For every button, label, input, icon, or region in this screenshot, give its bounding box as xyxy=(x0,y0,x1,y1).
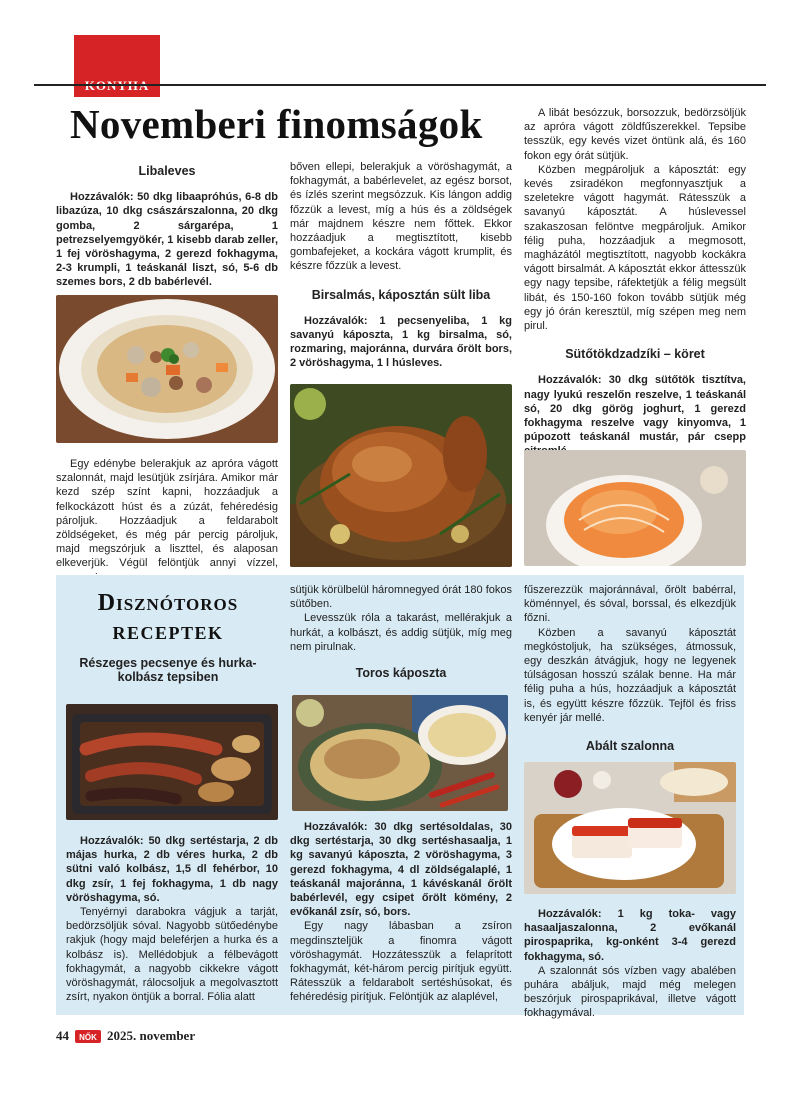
rubric-label xyxy=(74,78,160,94)
logo-text: NŐK xyxy=(79,1033,97,1042)
column-1-panel xyxy=(66,834,278,1004)
magazine-logo xyxy=(75,1028,101,1044)
photo-goose-soup xyxy=(56,295,278,443)
column-1-bottom xyxy=(56,457,278,585)
ingredients-toros: Hozzávalók: 30 dkg sertésoldalas, 30 dkg sertéstarja, 30 dkg sertéshasaalja, 1 kg savanyú káposzta, 2 vöröshagyma, 3 gerezd fokhagyma, 4 dl zöldségalaplé, 1 teáskanál majoránna, 1 kávéskanál őrölt babérlevél, egy csipet őrölt kömény, 2 evőkanál zsír, só, bors. xyxy=(290,821,512,919)
column-1-panel-title xyxy=(64,652,272,684)
panel-title-main: Disznótoros xyxy=(97,590,239,616)
libaleves-text-1: Egy edénybe belerakjuk az apróra vágott szalonnát, majd lesütjük zsírjára. Amikor már kezd szép színt kapni, hozzáadjuk a felkockázott húst és a zúzát, fehéredésig pároljuk. Hozzáadjuk a feldarabolt zöldségeket, és még pár percig pároljuk, majd megszórjuk a liszttel, és alaposan elkeverjük. Végül felöntjük annyi vízzel, xyxy=(56,458,278,570)
ingredients-libaleves: Hozzávalók: 50 dkg libaapróhús, 6-8 db libazúza, 10 dkg császárszalonna, 20 dkg gomba, 2 sárgarépa, 1 petrezselyemgyökér, 1 kisebb darab zeller, 1 fej vöröshagyma, 2 gerezd fokhagyma, 2-3 krumpli, 1 teáskanál liszt, só, 5-6 db szemes bors, 2 db babérlevél. xyxy=(56,191,278,289)
top-rule xyxy=(34,84,766,86)
toros-text-1: Egy nagy lábasban a zsíron megdinszteljük a finomra vágott vöröshagymát. Hozzátesszük a felaprított fokhagymát, két-három percig pirítjuk együtt. Rátesszük a feldarabolt sertéshúsokat, és fehéredésig pirítjuk. Felöntjük az alaplével, xyxy=(290,920,512,1004)
page-title: Novemberi finomságok xyxy=(70,101,483,147)
pecsenye-text-1: Tenyérnyi darabokra vágjuk a tarját, bedörzsöljük sóval. Nagyobb sütőedénybe rakjuk (hogy majd beleférjen a hurka és a kolbász is). Mellédobjuk a félbevágott fokhagymát, a nagyobb cikkekre vágott vöröshagymát, rálocsoljuk a megolvasztott zsírt, nyakon öntjük a borral. Fólia alatt xyxy=(66,906,278,1004)
recipe-title-liba: Birsalmás, káposztán sült liba xyxy=(311,287,491,302)
ingredients-szalonna: Hozzávalók: 1 kg toka- vagy hasaaljaszalonna, 2 evőkanál pirospaprika, kg-onként 3-4 gerezd fokhagyma, só. xyxy=(524,908,736,963)
recipe-title-szalonna: Abált szalonna xyxy=(585,739,675,754)
column-2-panel-bottom xyxy=(290,820,512,1005)
pecsenye-text-2: sütjük körülbelül háromnegyed órát 180 fokos sütőben. xyxy=(290,584,512,611)
ingredients-salad: Hozzávalók: 30 dkg sütőtök tisztítva, nagy lyukú reszelőn reszelve, 1 teáskanál só, 20 dkg görög joghurt, 1 gerezd fokhagyma reszelve vagy kinyomva, 1 púpozott teáskanál mustár, pár csepp xyxy=(524,374,746,444)
section-rubric xyxy=(74,35,160,97)
pecsenye-text-3: Levesszük róla a takarást, mellérakjuk a hurkát, a kolbászt, és addig sütjük, míg meg nem pirulnak. xyxy=(290,612,512,653)
issue-date: 2025. november xyxy=(107,1028,196,1043)
column-3-top xyxy=(524,106,746,459)
panel-title-sub: RECEPTEK xyxy=(112,623,224,643)
column-2-top xyxy=(290,160,512,371)
ingredients-liba: Hozzávalók: 1 pecsenyeliba, 1 kg savanyú káposzta, 1 kg birsalma, só, rozmaring, majoránna, durvára őrölt bors, 2 vöröshagyma, 1 l húsleves. xyxy=(290,314,512,370)
toros-text-2: fűszerezzük majoránnával, őrölt babérral, köménnyel, és sóval, borssal, és elkezdjük főzni. xyxy=(524,584,736,625)
toros-text-3: Közben a savanyú káposztát megkóstoljuk, ha szükséges, átmossuk, egy deszkán átvágjuk, hogy ne legyenek túlságosan hosszú szálak benne. Ha már félig puha a hús, hozzáadjuk a káposztát is, és együtt készre főzzük. Tejföl és friss kenyér jár mellé. xyxy=(524,626,736,724)
page-footer xyxy=(56,1028,195,1044)
recipe-title-libaleves: Libaleves xyxy=(138,164,196,178)
photo-pumpkin-salad xyxy=(524,450,746,566)
photo-cabbage-stew xyxy=(292,695,508,811)
page-number: 44 xyxy=(56,1028,69,1043)
liba-text-2: Közben megpároljuk a káposztát: egy kevés zsiradékon megfonnyasztjuk a szeletekre vágott hagymát. Rátesszük a savanyú káposztát. A húslevessel szakaszosan felöntve megpároljuk. Amikor félig puha, hozzáadjuk a megmosott, magházától megtisztított, nagyobb kockákra vágott birsalmát. A káposztát ekkor áttesszük egy nagy tepsibe, ráfektetjük a félig megsült libát, és 150-160 fokon tovább sütjük még egy jó órán keresztül, míg szépen meg nem pirul. xyxy=(524,163,746,333)
column-3-panel-bottom xyxy=(524,907,736,1021)
liba-text-1: A libát besózzuk, borsozzuk, bedörzsöljük az apróra vágott zöldfűszerekkel. Tepsibe tesszük, egy kevés vizet öntünk alá, és 160 fokon egy órát sütjük. xyxy=(524,107,746,162)
photo-sausage-tray xyxy=(66,704,278,820)
ingredients-pecsenye: Hozzávalók: 50 dkg sertéstarja, 2 db májas hurka, 2 db véres hurka, 2 db sütni való kolbász, 1,5 dl fehérbor, 10 dkg zsír, 1 fej fokhagyma, 1 db nagy vöröshagyma, só. xyxy=(66,835,278,904)
panel-title xyxy=(56,590,280,644)
photo-bacon-board xyxy=(524,762,736,894)
photo-roast-goose xyxy=(290,384,512,567)
szalonna-text-1: A szalonnát sós vízben vagy abalében puhára abáljuk, majd még melegen beszórjuk pirospaprikával, illetve vágott fokhagymával. xyxy=(524,964,736,1020)
column-2-panel xyxy=(290,583,512,692)
recipe-title-salad: Sütőtökdzadzíki – köret xyxy=(565,347,705,362)
recipe-title-pecsenye: Részeges pecsenye és hurka-kolbász tepsiben xyxy=(79,656,257,685)
recipe-title-toros: Toros káposzta xyxy=(355,666,447,681)
column-3-panel xyxy=(524,583,736,765)
libaleves-text-2: bőven ellepi, belerakjuk a vöröshagymát, a fokhagymát, a babérlevelet, az egész borsot, és ízlés szerint megsózzuk. Kis lángon addig főzzük a levest, míg a hús és a zöldségek már majdnem készre nem főttek. Ekkor hozzáadjuk a megtisztított, kisebb gombafejeket, a kockára vágott krumplit, és készre főzzük a levest. xyxy=(290,161,512,273)
column-1-top xyxy=(56,160,278,290)
